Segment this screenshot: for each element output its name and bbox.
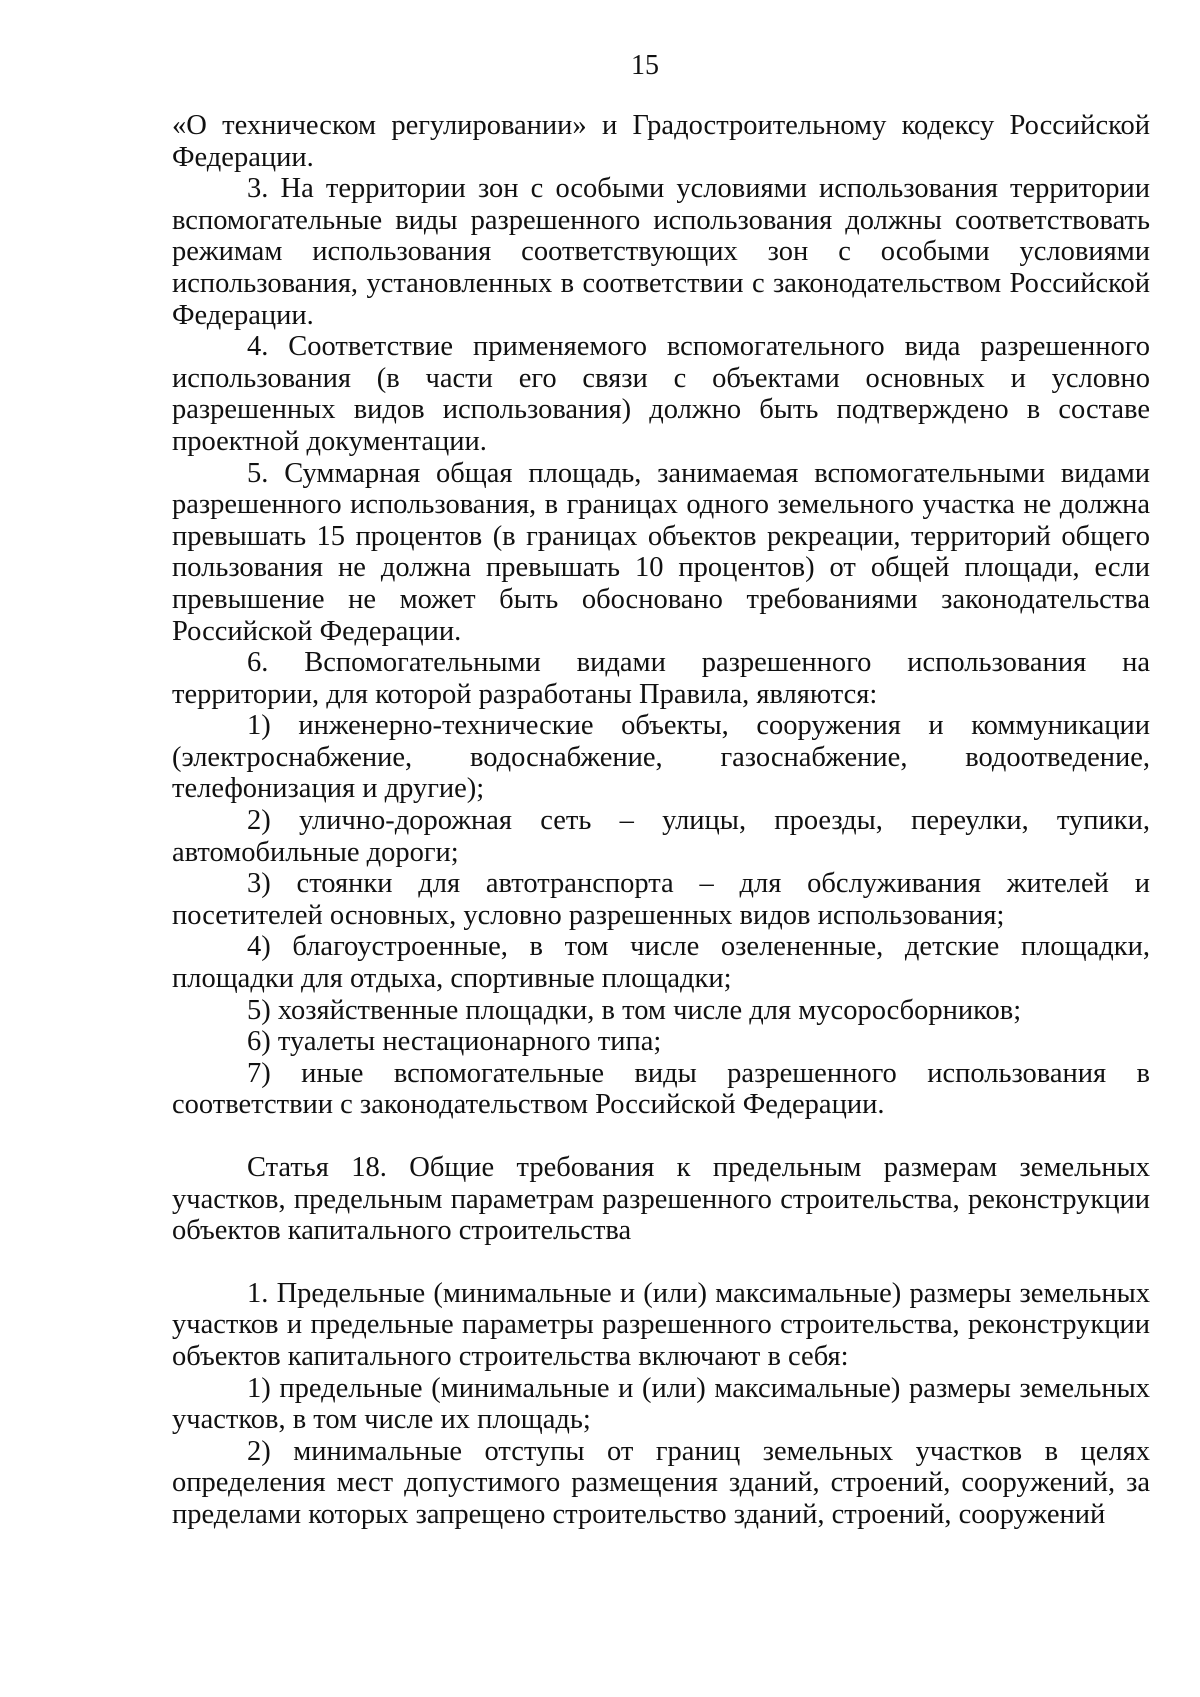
list-item-2: 2) улично-дорожная сеть – улицы, проезды, переулки, тупики, автомобильные дороги;: [172, 805, 1150, 868]
page-number: 15: [631, 50, 659, 81]
document-body: [172, 110, 1150, 1531]
article-list-item-1: 1) предельные (минимальные и (или) максимальные) размеры земельных участков, в том числе их площадь;: [172, 1372, 1150, 1436]
list-item-1: 1) инженерно-технические объекты, сооружения и коммуникации (электроснабжение, водоснабжение, газоснабжение, водоотведение, телефонизация и другие);: [172, 710, 1150, 805]
paragraph-6: 6. Вспомогательными видами разрешенного использования на территории, для которой разработаны Правила, являются:: [172, 647, 1150, 710]
paragraph-5: 5. Суммарная общая площадь, занимаемая вспомогательными видами разрешенного использования, в границах одного земельного участка не должна превышать 15 процентов (в границах объектов рекреации, территорий общего пользования не должна превышать 10 процентов) от общей площади, если превышение не может быть обосновано требованиями законодательства Российской Федерации.: [172, 457, 1150, 647]
article-list-item-2: 2) минимальные отступы от границ земельных участков в целях определения мест допустимого размещения зданий, строений, сооружений, за пределами которых запрещено строительство зданий, строений, сооружений: [172, 1435, 1150, 1530]
list-item-4: 4) благоустроенные, в том числе озелененные, детские площадки, площадки для отдыха, спортивные площадки;: [172, 931, 1150, 995]
paragraph-4: 4. Соответствие применяемого вспомогательного вида разрешенного использования (в части его связи с объектами основных и условно разрешенных видов использования) должно быть подтверждено в составе проектной документации.: [172, 331, 1150, 457]
paragraph-continuation: «О техническом регулировании» и Градостроительному кодексу Российской Федерации.: [172, 110, 1150, 173]
list-item-5: 5) хозяйственные площадки, в том числе для мусоросборников;: [247, 994, 1022, 1026]
list-item-6: 6) туалеты нестационарного типа;: [247, 1026, 662, 1058]
list-item-3: 3) стоянки для автотранспорта – для обслуживания жителей и посетителей основных, условно разрешенных видов использования;: [172, 868, 1150, 931]
article-heading: Статья 18. Общие требования к предельным размерам земельных участков, предельным параметрам разрешенного строительства, реконструкции объектов капитального строительства: [172, 1152, 1150, 1247]
list-item-7: 7) иные вспомогательные виды разрешенного использования в соответствии с законодательством Российской Федерации.: [172, 1057, 1150, 1121]
paragraph-3: 3. На территории зон с особыми условиями использования территории вспомогательные виды разрешенного использования должны соответствовать режимам использования соответствующих зон с особыми условиями использования, установленных в соответствии с законодательством Российской Федерации.: [172, 173, 1150, 331]
article-paragraph-1: 1. Предельные (минимальные и (или) максимальные) размеры земельных участков и предельные параметры разрешенного строительства, реконструкции объектов капитального строительства включают в себя:: [172, 1277, 1150, 1372]
